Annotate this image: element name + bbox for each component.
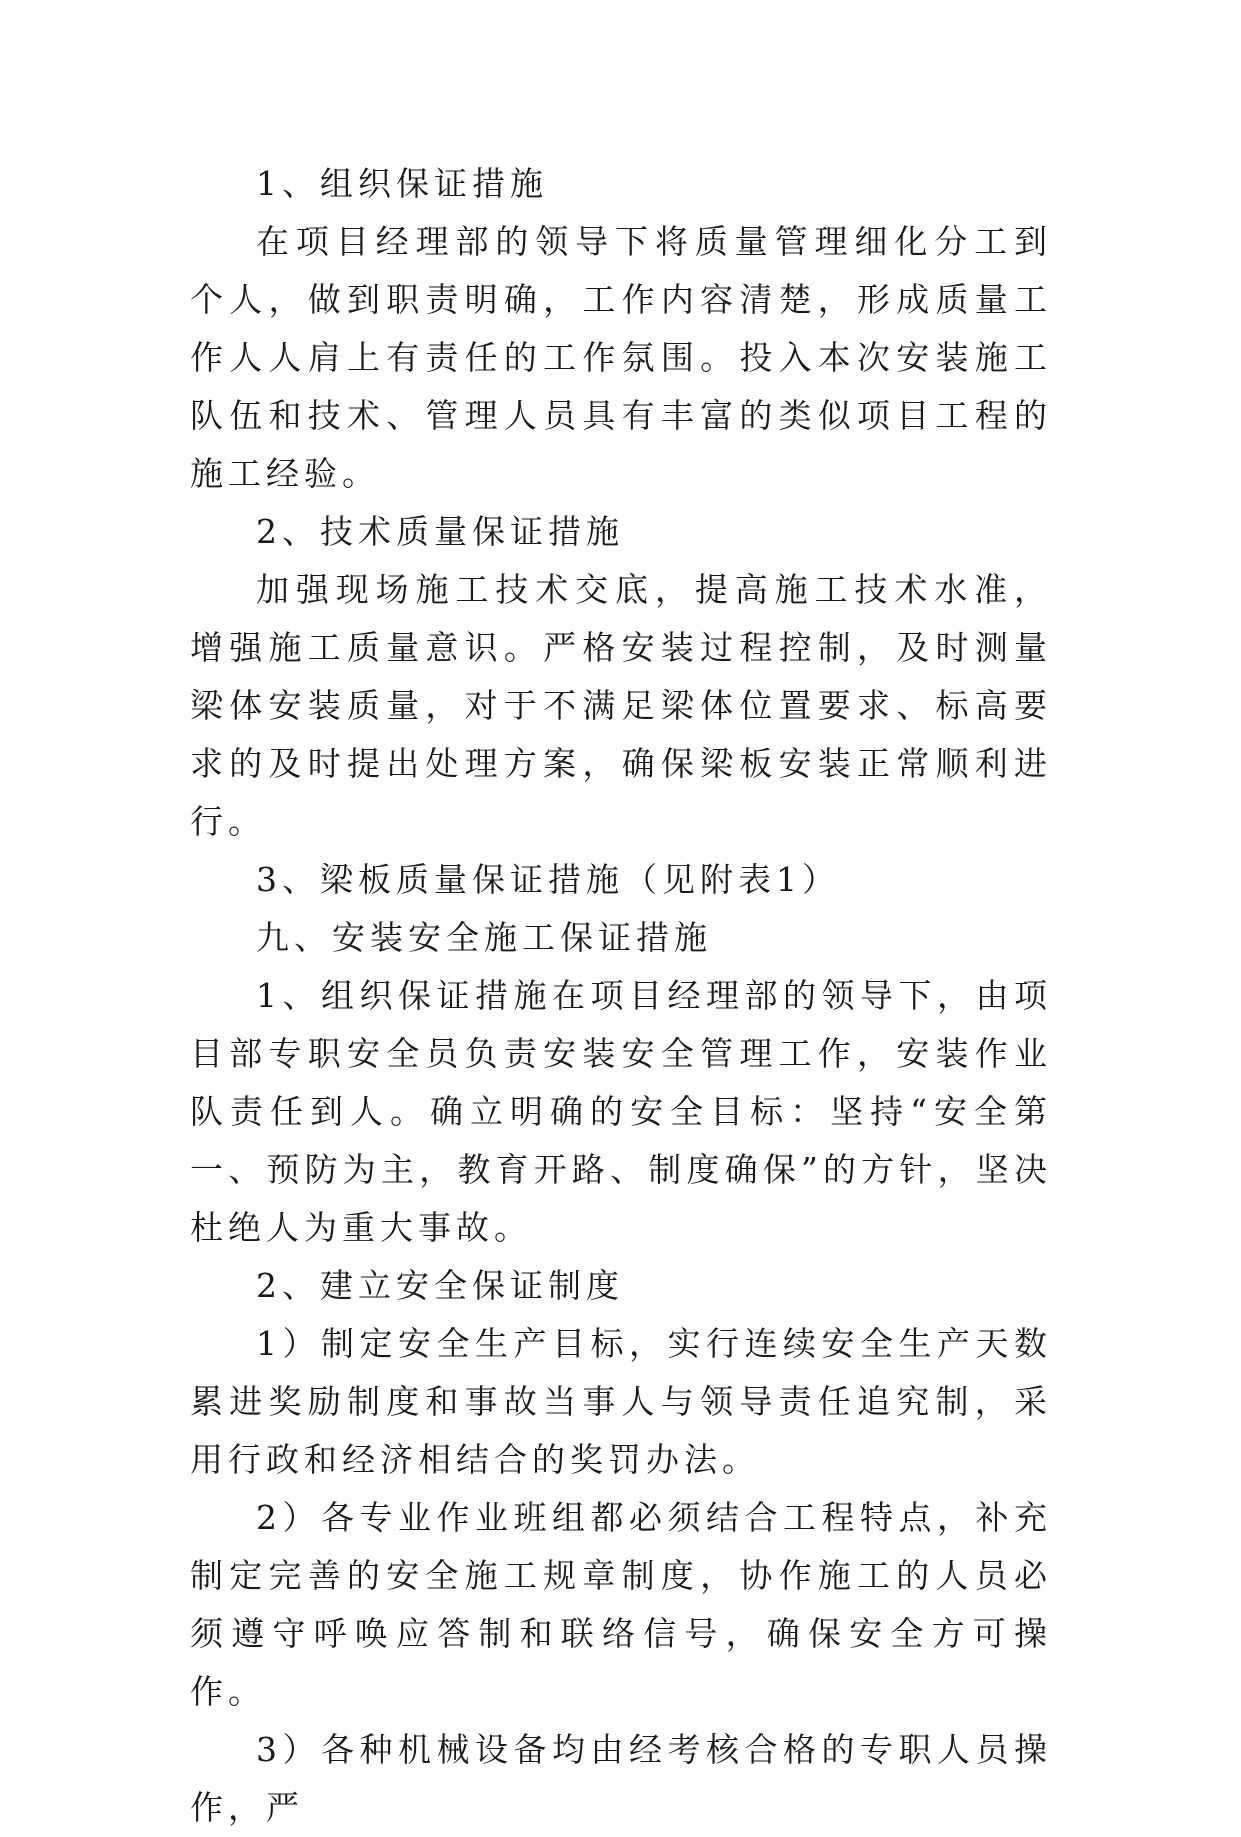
section-heading-safety-system: 2、建立安全保证制度 [256,1266,624,1305]
paragraph-safety-item-1: 1）制定安全生产目标，实行连续安全生产天数累进奖励制度和事故当事人与领导责任追究制，采用行政和经济相结合的奖罚办法。 [190,1324,1052,1479]
paragraph-tech-quality: 加强现场施工技术交底，提高施工技术水准，增强施工质量意识。严格安装过程控制，及时测量梁体安装质量，对于不满足梁体位置要求、标高要求的及时提出处理方案，确保梁板安装正常顺利进行。 [190,570,1052,841]
section-heading-tech-quality: 2、技术质量保证措施 [256,512,624,551]
chapter-heading-safety: 九、安装安全施工保证措施 [256,918,712,957]
document-body [190,155,1052,1837]
section-heading-org-measures: 1、组织保证措施 [256,164,548,203]
paragraph-org-measures: 在项目经理部的领导下将质量管理细化分工到个人，做到职责明确，工作内容清楚，形成质量工作人人肩上有责任的工作氛围。投入本次安装施工队伍和技术、管理人员具有丰富的类似项目工程的施工经验。 [190,222,1052,493]
paragraph-safety-item-2: 2）各专业作业班组都必须结合工程特点，补充制定完善的安全施工规章制度，协作施工的人员必须遵守呼唤应答制和联络信号，确保安全方可操作。 [190,1498,1052,1711]
paragraph-safety-item-3: 3）各种机械设备均由经考核合格的专职人员操作，严 [190,1730,1052,1827]
section-heading-beam-quality: 3、梁板质量保证措施（见附表1） [256,860,840,899]
paragraph-safety-org: 1、组织保证措施在项目经理部的领导下，由项目部专职安全员负责安装安全管理工作，安装作业队责任到人。确立明确的安全目标：坚持“安全第一、预防为主，教育开路、制度确保”的方针，坚决杜绝人为重大事故。 [190,976,1052,1247]
